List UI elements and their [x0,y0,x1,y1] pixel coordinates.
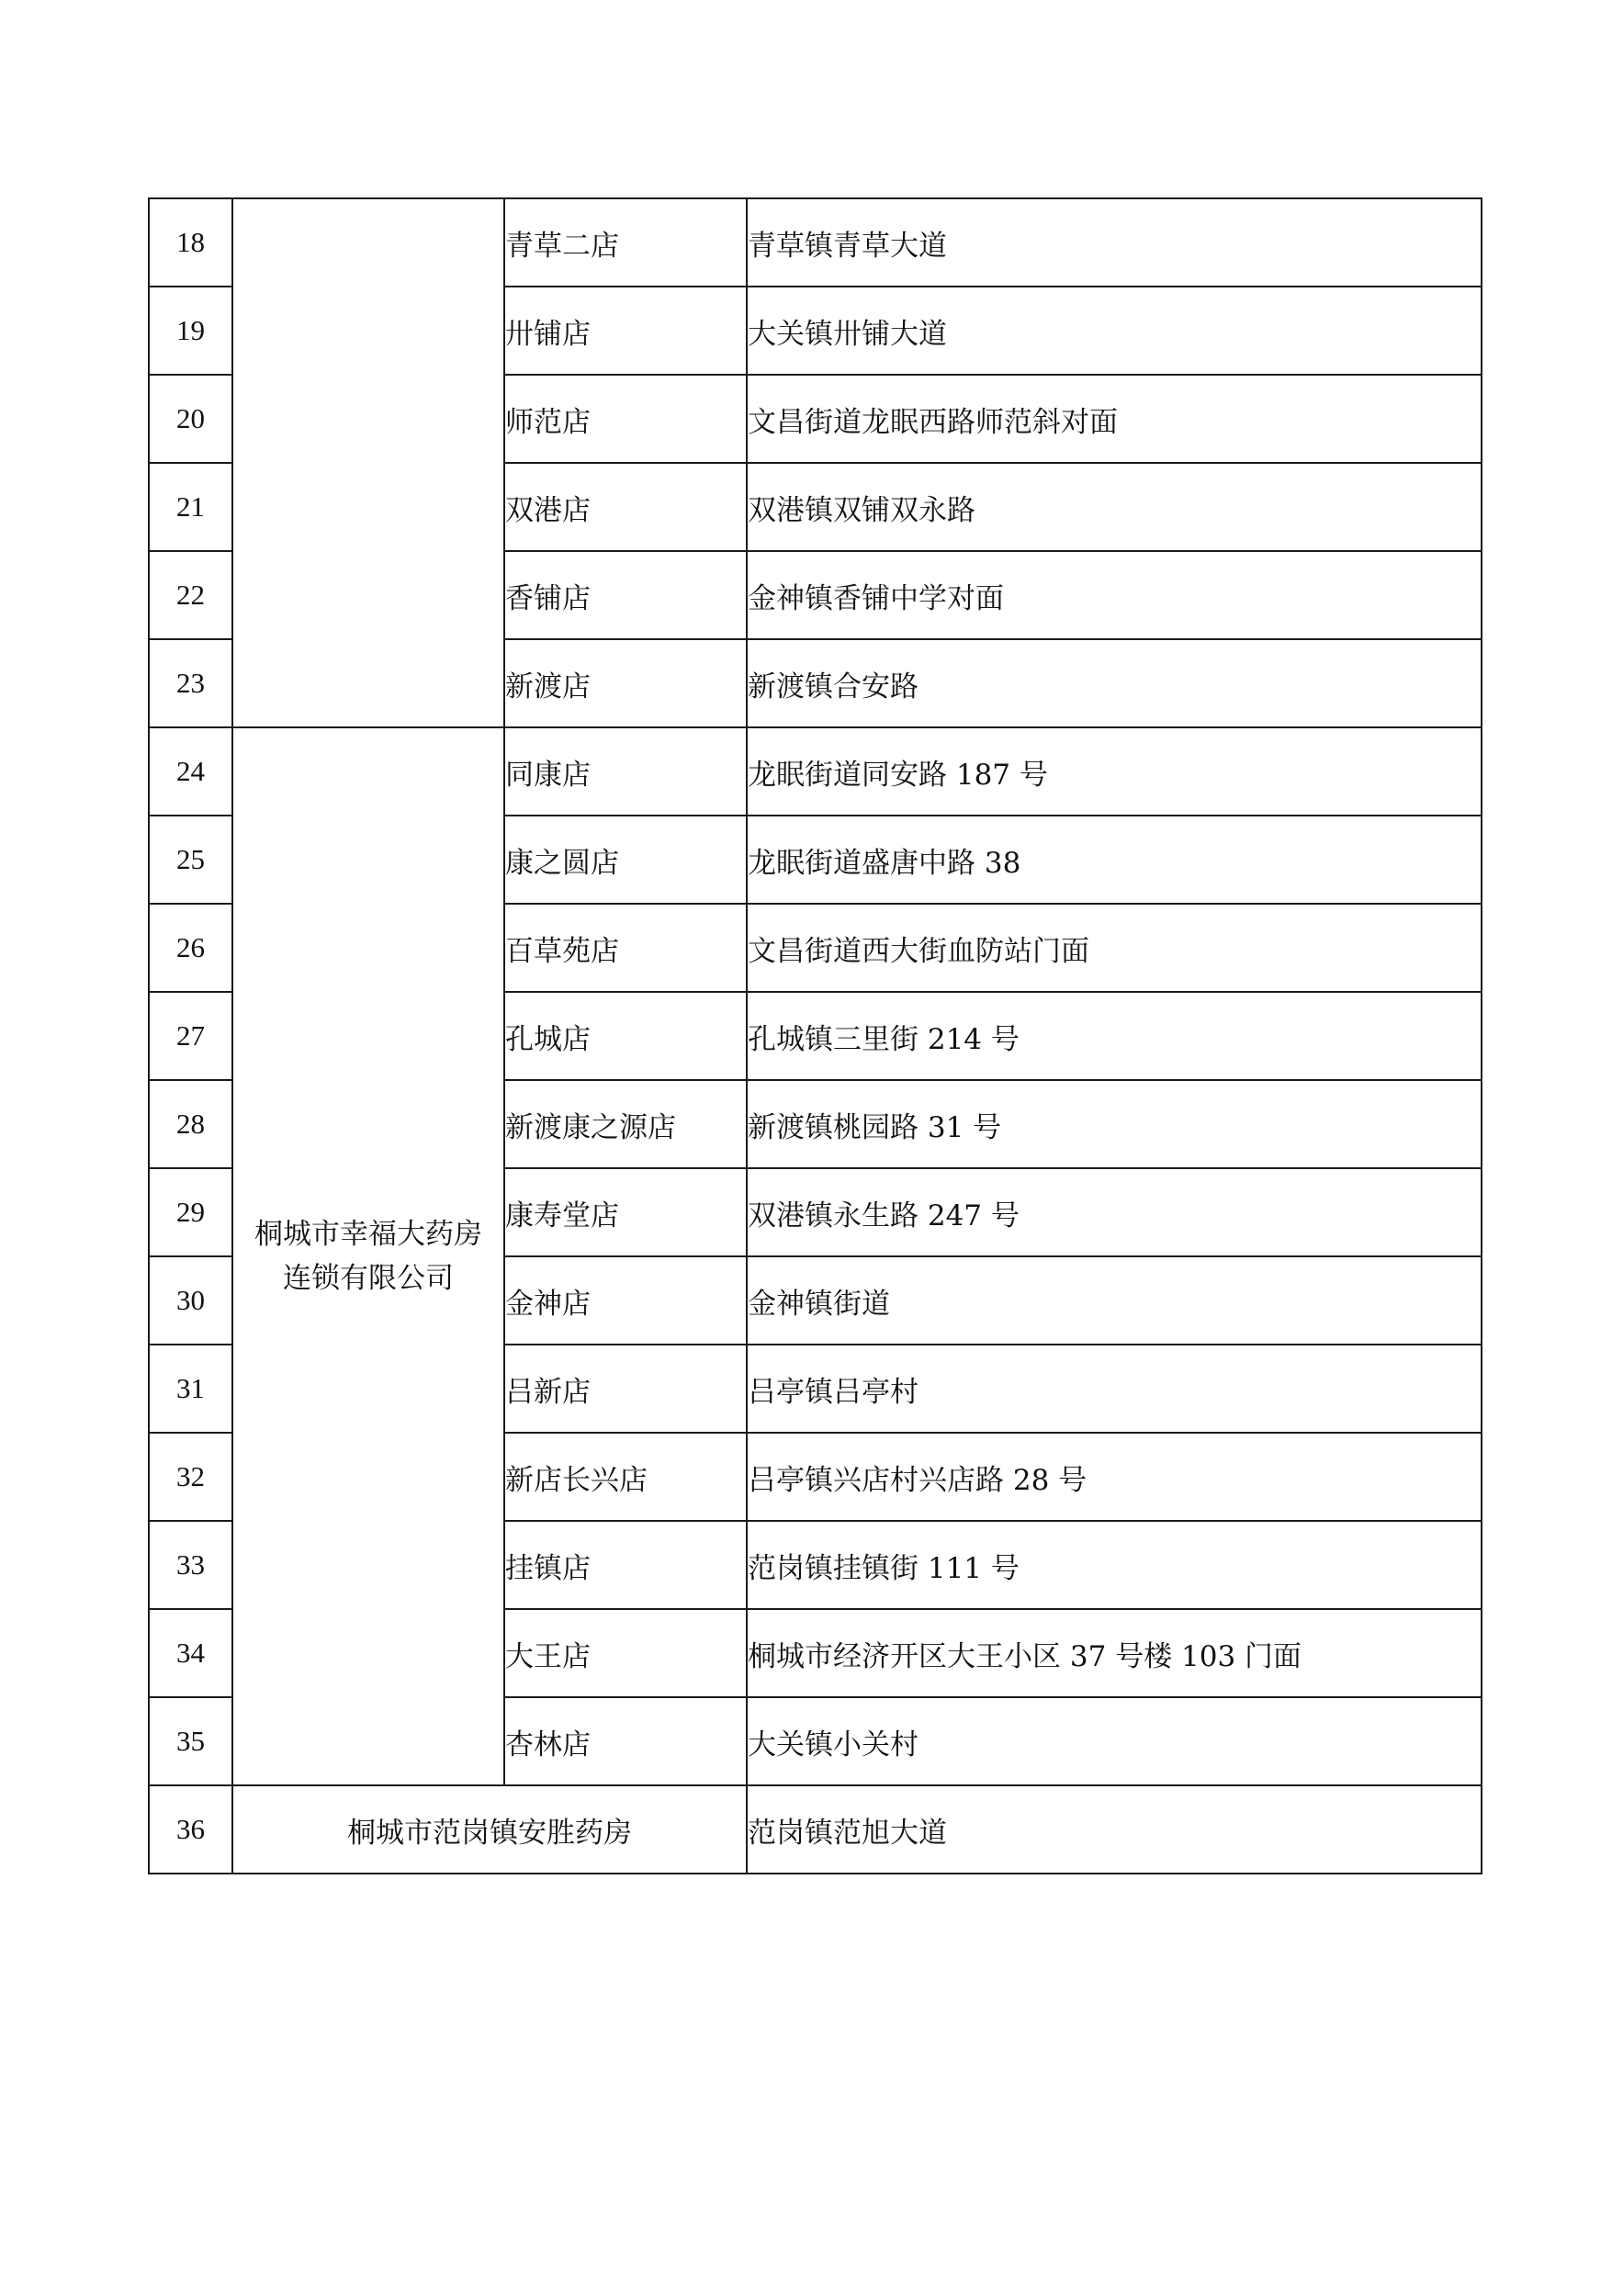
store-address: 双港镇永生路 247 号 [747,1168,1482,1256]
store-address: 新渡镇合安路 [747,639,1482,727]
row-number: 24 [149,727,232,816]
store-name: 卅铺店 [504,287,747,375]
table-row [149,1785,1482,1874]
store-address: 文昌街道龙眠西路师范斜对面 [747,375,1482,463]
row-number: 30 [149,1256,232,1345]
store-name: 挂镇店 [504,1521,747,1609]
row-number: 33 [149,1521,232,1609]
store-name: 香铺店 [504,551,747,639]
store-address: 金神镇街道 [747,1256,1482,1345]
store-name: 孔城店 [504,992,747,1080]
row-number: 29 [149,1168,232,1256]
row-number: 20 [149,375,232,463]
store-address: 大关镇小关村 [747,1697,1482,1785]
row-number: 18 [149,198,232,287]
row-number: 34 [149,1609,232,1697]
row-number: 23 [149,639,232,727]
store-name: 新渡店 [504,639,747,727]
store-name: 康之圆店 [504,816,747,904]
company-name-line1: 桐城市幸福大药房 [254,1218,482,1251]
company-cell-group-a [232,198,504,727]
row-number: 35 [149,1697,232,1785]
store-address: 金神镇香铺中学对面 [747,551,1482,639]
store-address: 大关镇卅铺大道 [747,287,1482,375]
store-name: 大王店 [504,1609,747,1697]
store-address: 吕亭镇兴店村兴店路 28 号 [747,1433,1482,1521]
store-address: 孔城镇三里街 214 号 [747,992,1482,1080]
store-name: 百草苑店 [504,904,747,992]
company-name-line2: 连锁有限公司 [283,1262,454,1295]
company-name-row36: 桐城市范岗镇安胜药房 [232,1785,747,1874]
store-address: 龙眠街道同安路 187 号 [747,727,1482,816]
store-name: 吕新店 [504,1345,747,1433]
store-address: 文昌街道西大街血防站门面 [747,904,1482,992]
store-name: 双港店 [504,463,747,551]
row-number: 21 [149,463,232,551]
store-name: 师范店 [504,375,747,463]
row-number: 31 [149,1345,232,1433]
store-address: 范岗镇挂镇街 111 号 [747,1521,1482,1609]
store-address: 双港镇双铺双永路 [747,463,1482,551]
pharmacy-store-table [148,197,1482,1874]
store-name: 新渡康之源店 [504,1080,747,1168]
store-address: 范岗镇范旭大道 [747,1785,1482,1874]
row-number: 19 [149,287,232,375]
store-name: 同康店 [504,727,747,816]
row-number: 28 [149,1080,232,1168]
store-address: 新渡镇桃园路 31 号 [747,1080,1482,1168]
row-number: 27 [149,992,232,1080]
row-number: 36 [149,1785,232,1874]
store-address: 龙眠街道盛唐中路 38 [747,816,1482,904]
row-number: 32 [149,1433,232,1521]
table-row [149,198,1482,287]
store-name: 杏林店 [504,1697,747,1785]
row-number: 22 [149,551,232,639]
row-number: 26 [149,904,232,992]
store-name: 新店长兴店 [504,1433,747,1521]
store-address: 吕亭镇吕亭村 [747,1345,1482,1433]
table-row [149,727,1482,816]
store-address: 青草镇青草大道 [747,198,1482,287]
store-name: 金神店 [504,1256,747,1345]
store-name: 康寿堂店 [504,1168,747,1256]
store-address: 桐城市经济开区大王小区 37 号楼 103 门面 [747,1609,1482,1697]
row-number: 25 [149,816,232,904]
store-name: 青草二店 [504,198,747,287]
company-cell-group-b [232,727,504,1785]
